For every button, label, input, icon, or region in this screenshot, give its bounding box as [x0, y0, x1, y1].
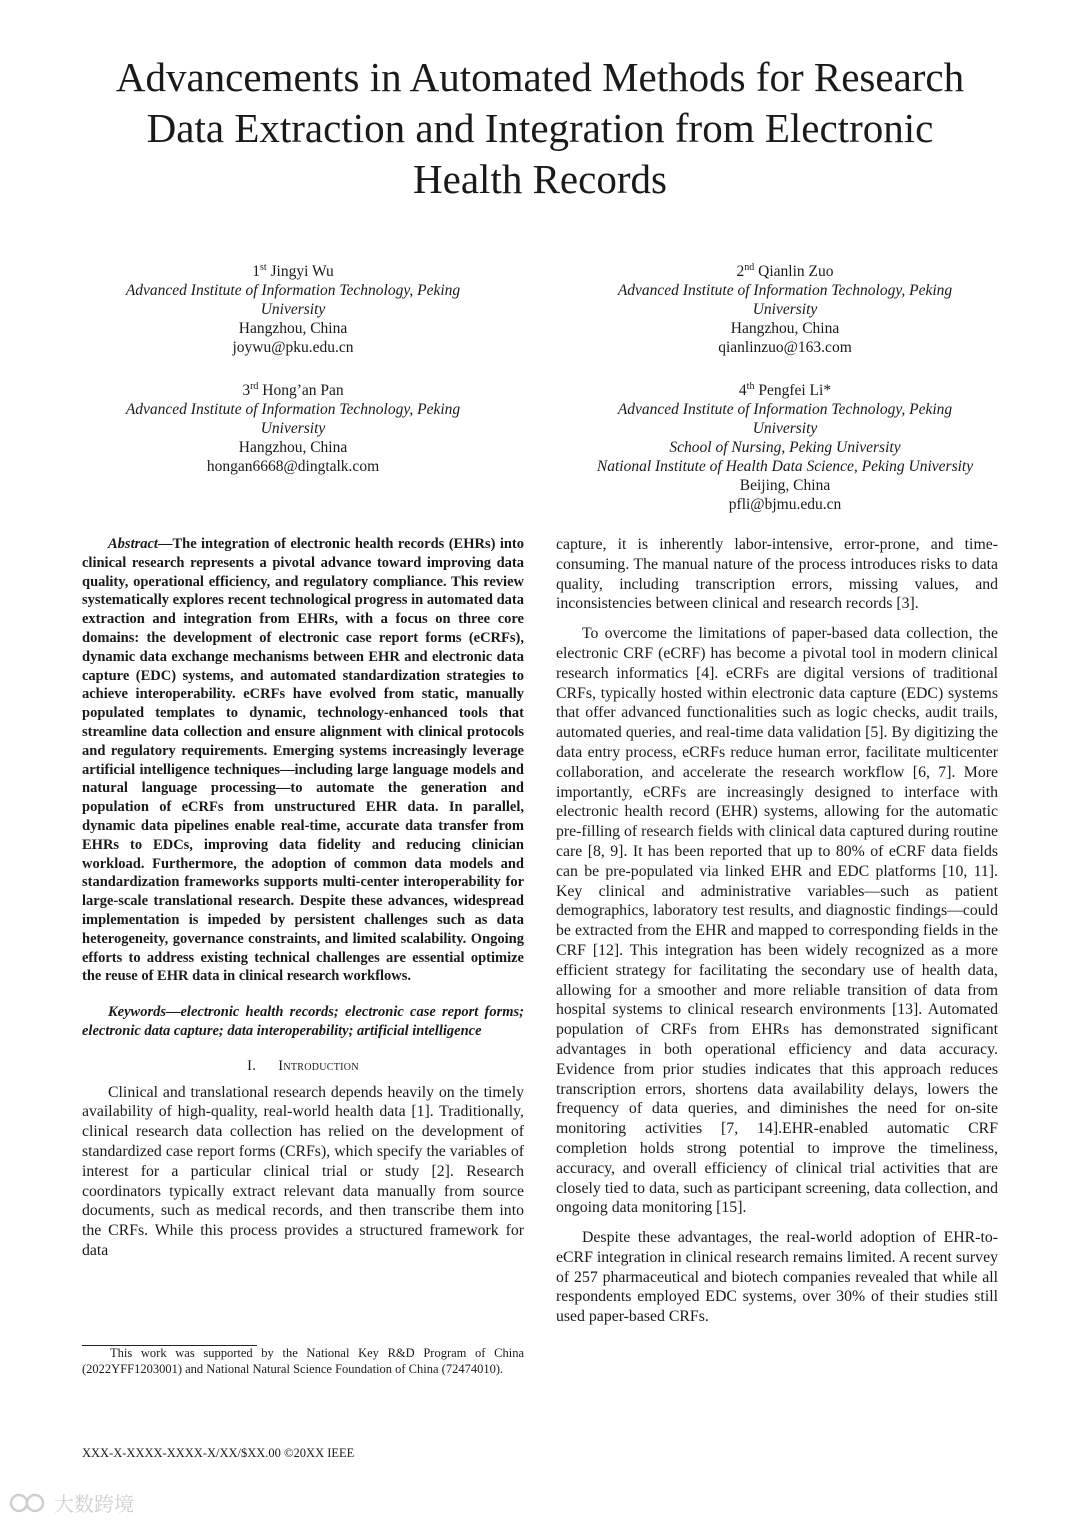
keywords — [82, 1003, 524, 1041]
author-affiliation: University — [260, 301, 326, 319]
title-line: Advancements in Automated Methods for Research — [115, 54, 965, 100]
keywords-label: Keywords — [108, 1004, 166, 1021]
footnote — [82, 1345, 524, 1377]
watermark-text: 大数跨境 — [54, 1492, 134, 1516]
section-number: I. — [247, 1057, 257, 1074]
footnote-text: This work was supported by the National Key R&D Program of China (2022YFF1203001) and National Natural Science Foundation of China (72474010). — [82, 1346, 524, 1377]
author-location: Hangzhou, China — [238, 439, 348, 457]
author-affiliation: National Institute of Health Data Science, Peking University — [596, 458, 974, 476]
abstract-text: —The integration of electronic health records (EHRs) into clinical research represents a pivotal advance toward improving data quality, operational efficiency, and regulatory compliance. This review systematically explores recent technological progress in automated data extraction and integration from EHRs, with a focus on three core domains: the development of electronic case report forms (eCRFs), dynamic data exchange mechanisms between EHR and electronic data capture (EDC) systems, and automated standardization strategies to achieve interoperability. eCRFs have evolved from static, manually populated templates to dynamic, technology-enhanced tools that streamline data collection and ensure alignment with clinical protocols and regulatory requirements. Emerging systems increasingly leverage artificial intelligence techniques—including large language models and natural language processing—to automate the generation and population of eCRFs from unstructured EHR data. In parallel, dynamic data pipelines enable real-time, accurate data transfer from EHRs to EDCs, improving data fidelity and reducing clinician workload. Furthermore, the adoption of common data models and standardization frameworks supports multi-center interoperability for large-scale translational research. Despite these advances, widespread implementation is impeded by persistent challenges such as data heterogeneity, governance constraints, and limited scalability. Ongoing efforts to address existing technical challenges are essential optimize the reuse of EHR data in clinical research workflows. — [82, 536, 524, 985]
paper-title — [60, 52, 1020, 205]
author-name: 2nd Qianlin Zuo — [736, 262, 834, 281]
author-email[interactable]: qianlinzuo@163.com — [718, 339, 852, 357]
author-name: 1st Jingyi Wu — [252, 262, 334, 281]
watermark-logo-icon — [8, 1492, 48, 1514]
intro-paragraph-1-continued: capture, it is inherently labor-intensive, error-prone, and time-consuming. The manual nature of the process introduces risks to data quality, including transcription errors, missing values, and inconsistencies between clinical and research records [3]. — [556, 536, 998, 613]
author-affiliation: School of Nursing, Peking University — [669, 439, 901, 457]
title-line: Data Extraction and Integration from Electronic — [146, 105, 934, 151]
keywords-text: —electronic health records; electronic case report forms; electronic data capture; data interoperability; artificial intelligence — [82, 1004, 524, 1039]
author-block-3 — [73, 377, 513, 476]
author-affiliation: Advanced Institute of Information Technology, Peking — [125, 401, 461, 419]
author-affiliation: University — [752, 420, 818, 438]
author-email[interactable]: joywu@pku.edu.cn — [232, 339, 354, 357]
author-email[interactable]: pfli@bjmu.edu.cn — [728, 496, 842, 514]
author-block-1 — [73, 258, 513, 357]
section-title: Introduction — [278, 1057, 359, 1074]
author-affiliation: University — [260, 420, 326, 438]
author-name: 4th Pengfei Li* — [738, 381, 832, 400]
author-block-2 — [565, 258, 1005, 357]
abstract — [82, 535, 524, 986]
author-affiliation: University — [752, 301, 818, 319]
author-affiliation: Advanced Institute of Information Technology, Peking — [617, 401, 953, 419]
section-heading — [82, 1057, 524, 1077]
author-location: Beijing, China — [739, 477, 831, 495]
author-block-4 — [565, 377, 1005, 514]
watermark — [8, 1488, 134, 1517]
author-email[interactable]: hongan6668@dingtalk.com — [206, 458, 380, 476]
intro-paragraph-3: Despite these advantages, the real-world adoption of EHR-to-eCRF integration in clinical research remains limited. A recent survey of 257 pharmaceutical and biotech companies revealed that while all respondents employed EDC systems, over 30% of their studies still used paper-based CRFs. — [556, 1229, 998, 1326]
left-column — [82, 535, 524, 1261]
author-affiliation: Advanced Institute of Information Technology, Peking — [125, 282, 461, 300]
intro-paragraph-2: To overcome the limitations of paper-based data collection, the electronic CRF (eCRF) has become a pivotal tool in modern clinical research informatics [4]. eCRFs are digital versions of traditional CRFs, typically hosted within electronic data capture (EDC) systems that offer advanced functionalities such as logic checks, audit trails, automated queries, and real-time data validation [5]. By digitizing the data entry process, eCRFs reduce human error, facilitate multicenter collaboration, and accelerate the research workflow [6, 7]. More importantly, eCRFs are increasingly designed to interface with electronic health record (EHR) systems, allowing for the automatic pre-filling of research fields with clinical data captured during routine care [8, 9]. It has been reported that up to 80% of eCRF data fields can be pre-populated via linked EHR and EDC platforms [10, 11]. Key clinical and administrative variables—such as patient demographics, laboratory test results, and diagnostic findings—could be extracted from the EHR and mapped to corresponding fields in the CRF [12]. This integration has been widely recognized as a more efficient strategy for facilitating the secondary use of health data, allowing for a smoother and more reliable transition of data from hospital systems to clinical research environments [13]. Automated population of CRFs from EHRs has demonstrated significant advantages in both operational efficiency and data accuracy. Evidence from prior studies indicates that this approach reduces transcription errors, shortens data availability delays, lowers the frequency of data queries, and diminishes the need for on-site monitoring activities [7, 14].EHR-enabled automatic CRF completion holds strong potential to improve the timeliness, accuracy, and overall efficiency of clinical trial activities that are closely tied to data, such as participant screening, data collection, and ongoing data monitoring [15]. — [556, 625, 998, 1217]
right-column — [556, 535, 998, 1327]
author-name: 3rd Hong’an Pan — [242, 381, 344, 400]
footer-copyright: XXX-X-XXXX-XXXX-X/XX/$XX.00 ©20XX IEEE — [82, 1446, 355, 1460]
author-location: Hangzhou, China — [730, 320, 840, 338]
abstract-label: Abstract — [108, 536, 158, 552]
intro-paragraph-1: Clinical and translational research depends heavily on the timely availability of high-quality, real-world health data [1]. Traditionally, clinical research data collection has relied on the development of standardized case report forms (CRFs), which specify the variables of interest for a particular clinical trial or study [2]. Research coordinators typically extract relevant data manually from source documents, such as medical records, and then transcribe them into the CRFs. While this process provides a structured framework for data — [82, 1083, 524, 1259]
title-line: Health Records — [413, 156, 667, 202]
author-affiliation: Advanced Institute of Information Technology, Peking — [617, 282, 953, 300]
author-location: Hangzhou, China — [238, 320, 348, 338]
